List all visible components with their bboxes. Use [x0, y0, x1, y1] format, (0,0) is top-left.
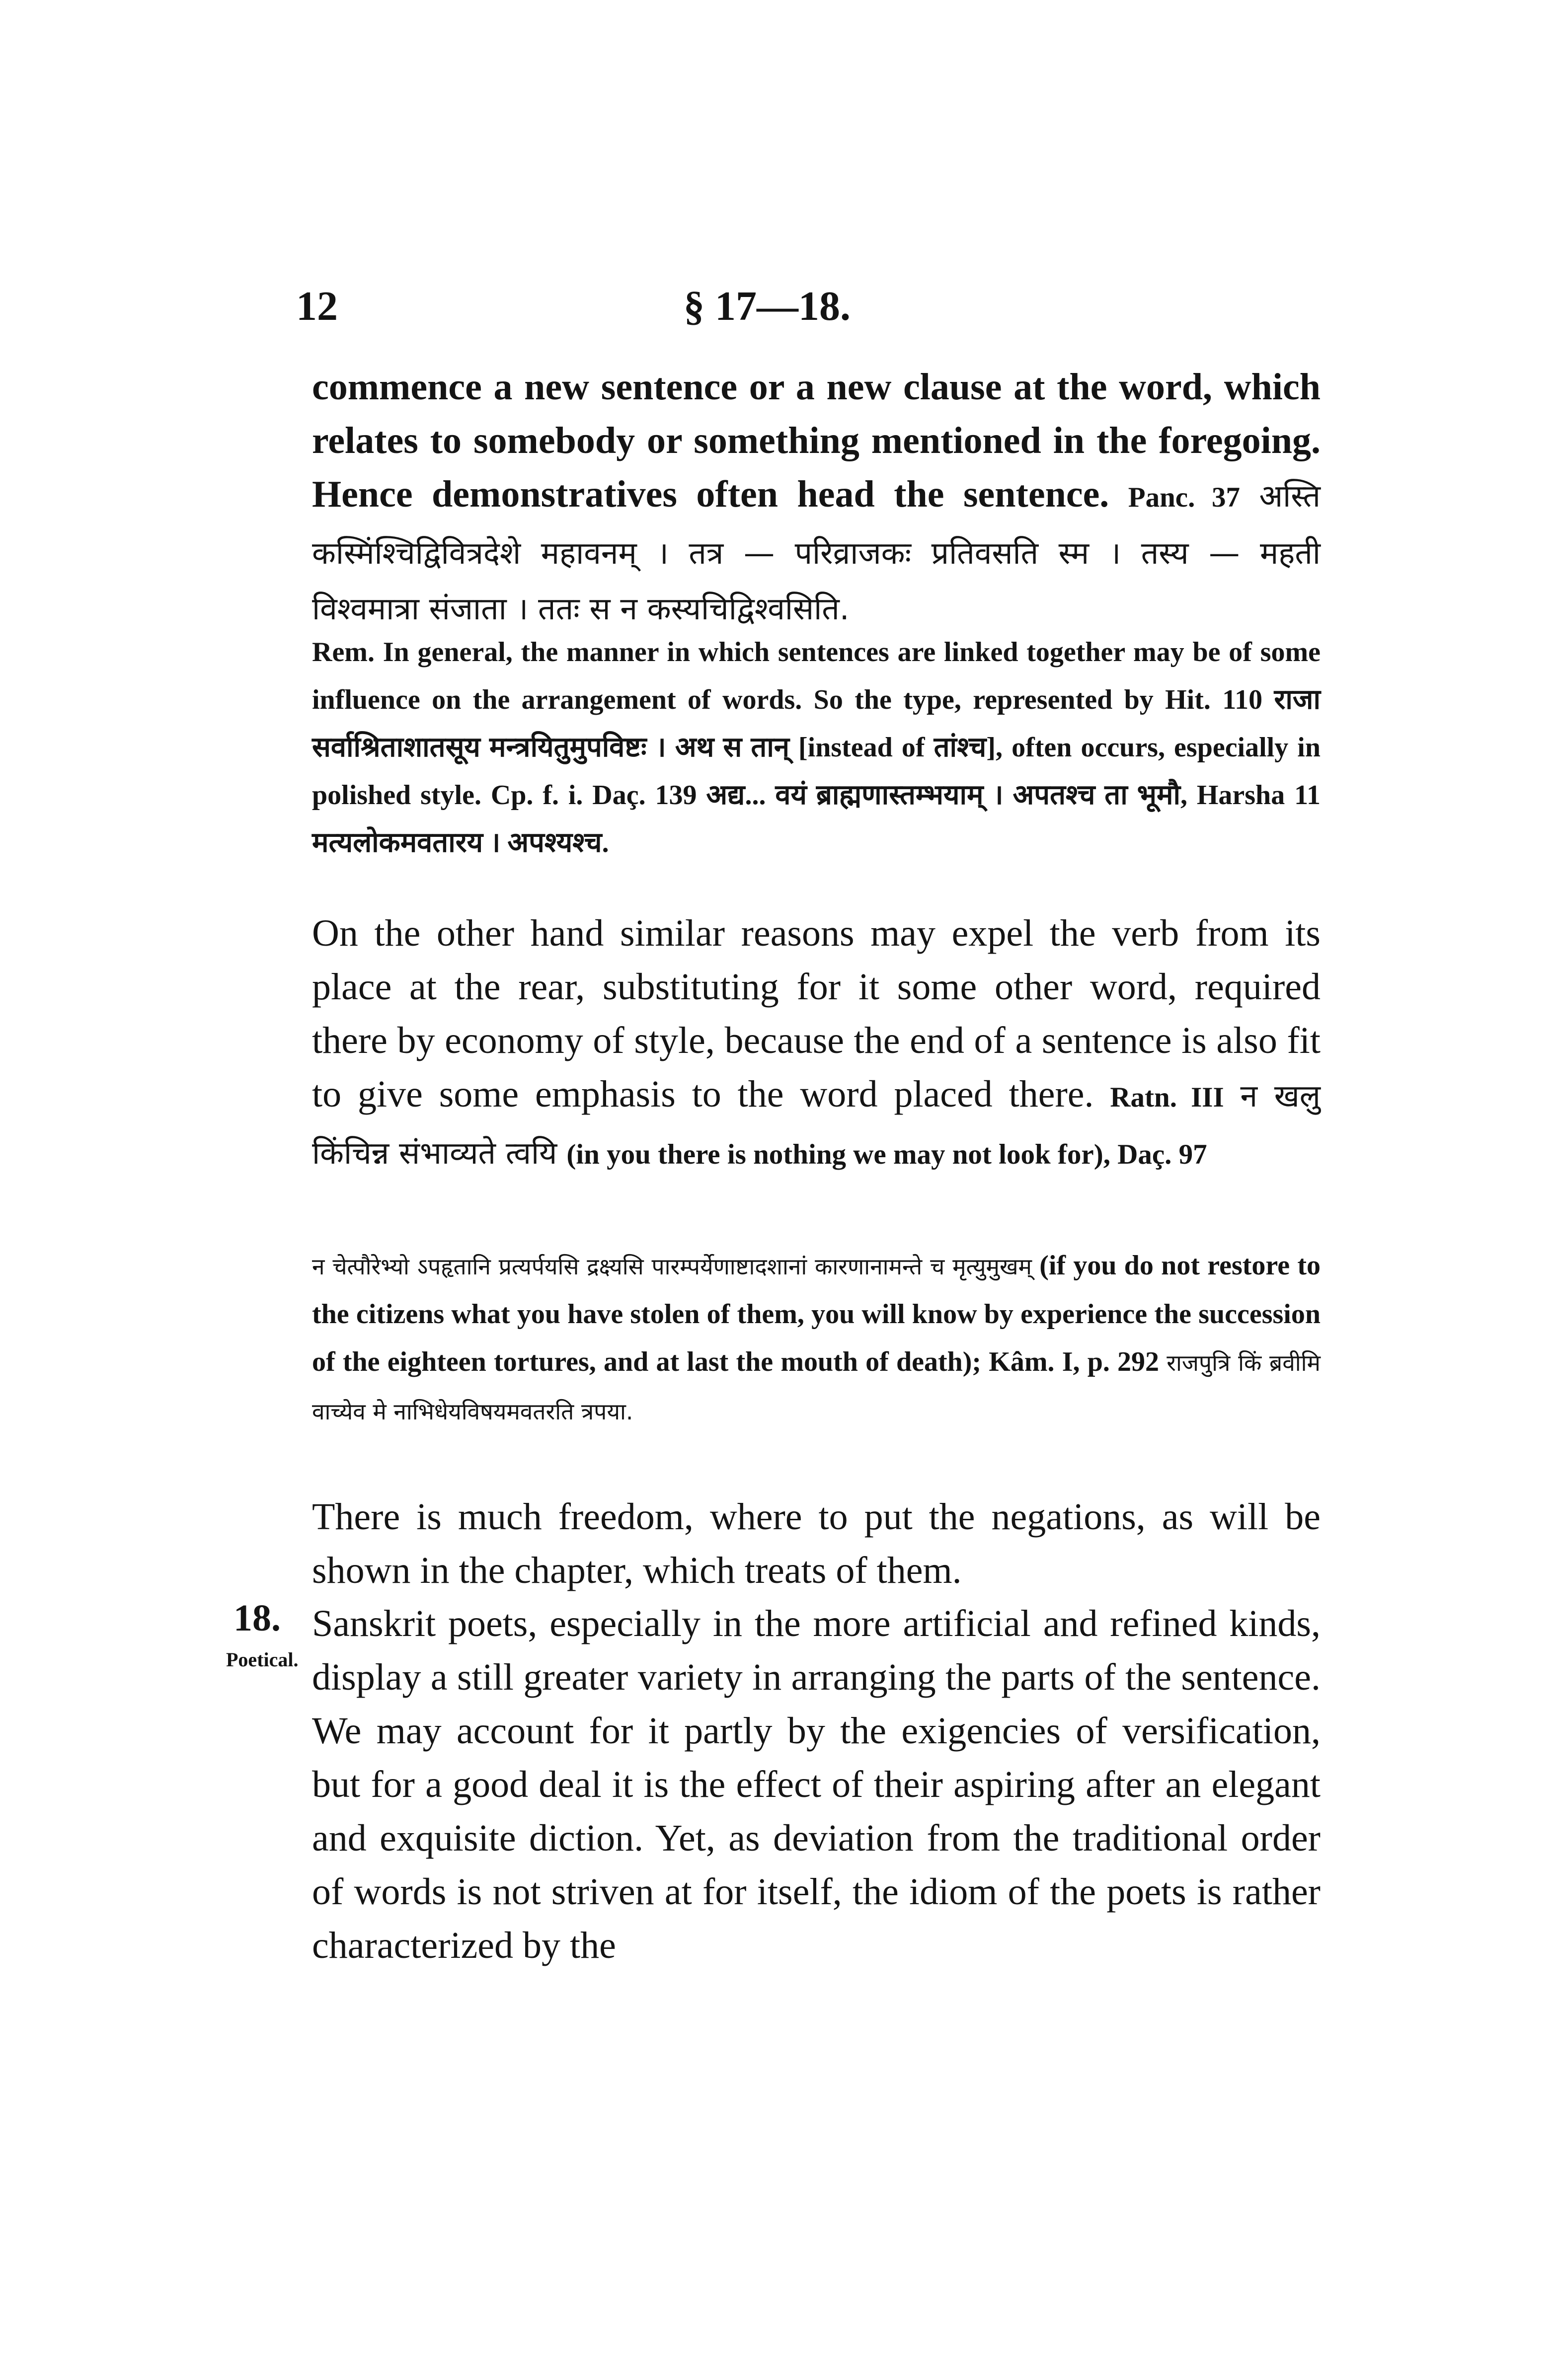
paragraph-1-ref: Panc. 37 — [1128, 482, 1241, 513]
paragraph-1-text: commence a new sentence or a new clause at the word, which relates to somebody or something mentioned in the foregoing. Hence demonstratives often head the sentence. — [312, 366, 1321, 515]
remark-text: In general, the manner in which sentences are linked together may be of some influence on the arrangement of words. So the type, represented by Hit. 110 राजा सर्वाश्रिताशातसूय मन्त्रयितुमुपविष्टः । अथ स तान् [instead of तांश्च], often occurs, especially in polished style. Cp. f. i. Daç. 139 अद्य... वयं ब्राह्मणास्तम्भयाम् । अपतश्च ता भूमौ, Harsha 11 मत्यलोकमवतारय । अपश्यश्च. — [312, 637, 1321, 858]
paragraph-4: Sanskrit poets, especially in the more artificial and refined kinds, display a still greater variety in arranging the parts of the sentence. We may account for it partly by the exigencies of versification, but for a good deal it is the effect of their aspiring after an elegant and exquisite diction. Yet, as deviation from the traditional order of words is not striven at for itself, the idiom of the poets is rather characterized by the — [312, 1603, 1321, 1966]
paragraph-1 — [312, 360, 1321, 636]
remark-label: Rem. — [312, 637, 375, 668]
example-block — [312, 1242, 1321, 1435]
paragraph-2-sanskrit: न खलु किंचिन्न संभाव्यते त्वयि — [312, 1078, 1321, 1171]
remark-block — [312, 628, 1321, 867]
paragraph-2-gloss: (in you there is nothing we may not look for), Daç. 97 — [566, 1139, 1207, 1170]
example-ref: Kâm. I, p. 292 — [989, 1346, 1160, 1377]
section-sidenote: Poetical. — [226, 1648, 299, 1671]
example-gloss: (if you do not restore to the citizens what you have stolen of them, you will know by experience the succession of the eighteen tortures, and at last the mouth of death); — [312, 1250, 1321, 1377]
page-header — [296, 282, 1329, 337]
page-number: 12 — [296, 283, 338, 329]
section-range: § 17—18. — [684, 283, 851, 329]
paragraph-3: There is much freedom, where to put the negations, as will be shown in the chapter, which treats of them. — [312, 1496, 1321, 1591]
paragraph-2-ref: Ratn. III — [1110, 1082, 1224, 1113]
example-sanskrit: न चेत्पौरेभ्यो ऽपहृतानि प्रत्यर्पयसि द्रक्ष्यसि पारम्पर्येणाष्टादशानां कारणानामन्ते च मृत्युमुखम् — [312, 1253, 1032, 1280]
paragraph-2-text: On the other hand similar reasons may expel the verb from its place at the rear, substituting for it some other word, required there by economy of style, because the end of a sentence is also fit to give some emphasis to the word placed there. — [312, 912, 1321, 1115]
example-sanskrit-2: राजपुत्रि किं ब्रवीमि वाच्येव मे नाभिधेयविषयमवतरति त्रपया. — [312, 1349, 1321, 1425]
paragraph-2 — [312, 906, 1321, 1182]
section-number: 18. — [234, 1597, 281, 1639]
paragraph-1-sanskrit: अस्ति कस्मिंश्चिद्विवित्रदेशे महावनम् । तत्र — परिव्राजकः प्रतिवसति स्म । तस्य — महती विश्वमात्रा संजाता । ततः स न कस्यचिद्विश्वसिति. — [312, 478, 1321, 627]
